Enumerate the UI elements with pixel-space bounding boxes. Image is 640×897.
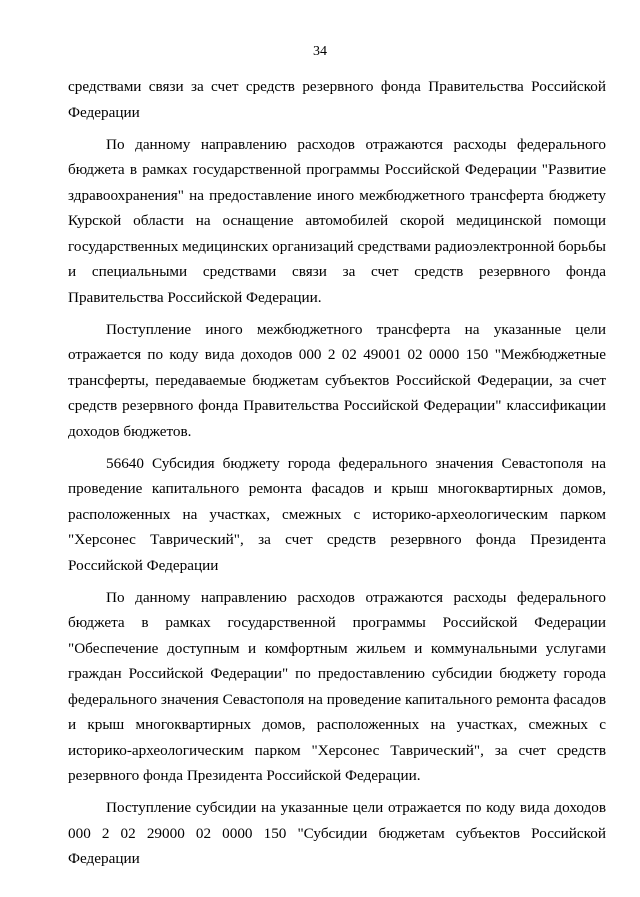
paragraph-expense-description-56640: По данному направлению расходов отражаются расходы федерального бюджета в рамках государственной программы Российской Федерации "Обеспечение доступным и комфортным жильем и коммунальными услугами граждан Российской Федерации" по предоставлению субсидии бюджету города федерального значения Севастополя на проведение капитального ремонта фасадов и крыш многоквартирных домов, расположенных на участках, смежных с историко-археологическим парком "Херсонес Таврический", за счет средств резервного фонда Президента Российской Федерации. — [68, 588, 606, 784]
paragraph-income-code: Поступление иного межбюджетного трансферта на указанные цели отражается по коду вида доходов 000 2 02 49001 02 0000 150 "Межбюджетные трансферты, передаваемые бюджетам субъектов Российской Федерации, за счет средств резервного фонда Правительства Российской Федерации" классификации доходов бюджетов. — [68, 320, 606, 440]
paragraph-continuation: средствами связи за счет средств резервного фонда Правительства Российской Федерации — [68, 78, 606, 121]
page-number: 34 — [313, 44, 327, 59]
paragraph-income-code-56640: Поступление субсидии на указанные цели отражается по коду вида доходов 000 2 02 29000 02 0000 150 "Субсидии бюджетам субъектов Российской Федерации — [68, 799, 606, 867]
paragraph-heading-56640: 56640 Субсидия бюджету города федерального значения Севастополя на проведение капитального ремонта фасадов и крыш многоквартирных домов, расположенных на участках, смежных с историко-археологическим парком "Херсонес Таврический", за счет средств резервного фонда Президента Российской Федерации — [68, 454, 606, 574]
paragraph-expense-description: По данному направлению расходов отражаются расходы федерального бюджета в рамках государственной программы Российской Федерации "Развитие здравоохранения" на предоставление иного межбюджетного трансферта бюджету Курской области на оснащение автомобилей скорой медицинской помощи государственных медицинских организаций средствами радиоэлектронной борьбы и специальными средствами связи за счет средств резервного фонда Правительства Российской Федерации. — [68, 135, 606, 306]
